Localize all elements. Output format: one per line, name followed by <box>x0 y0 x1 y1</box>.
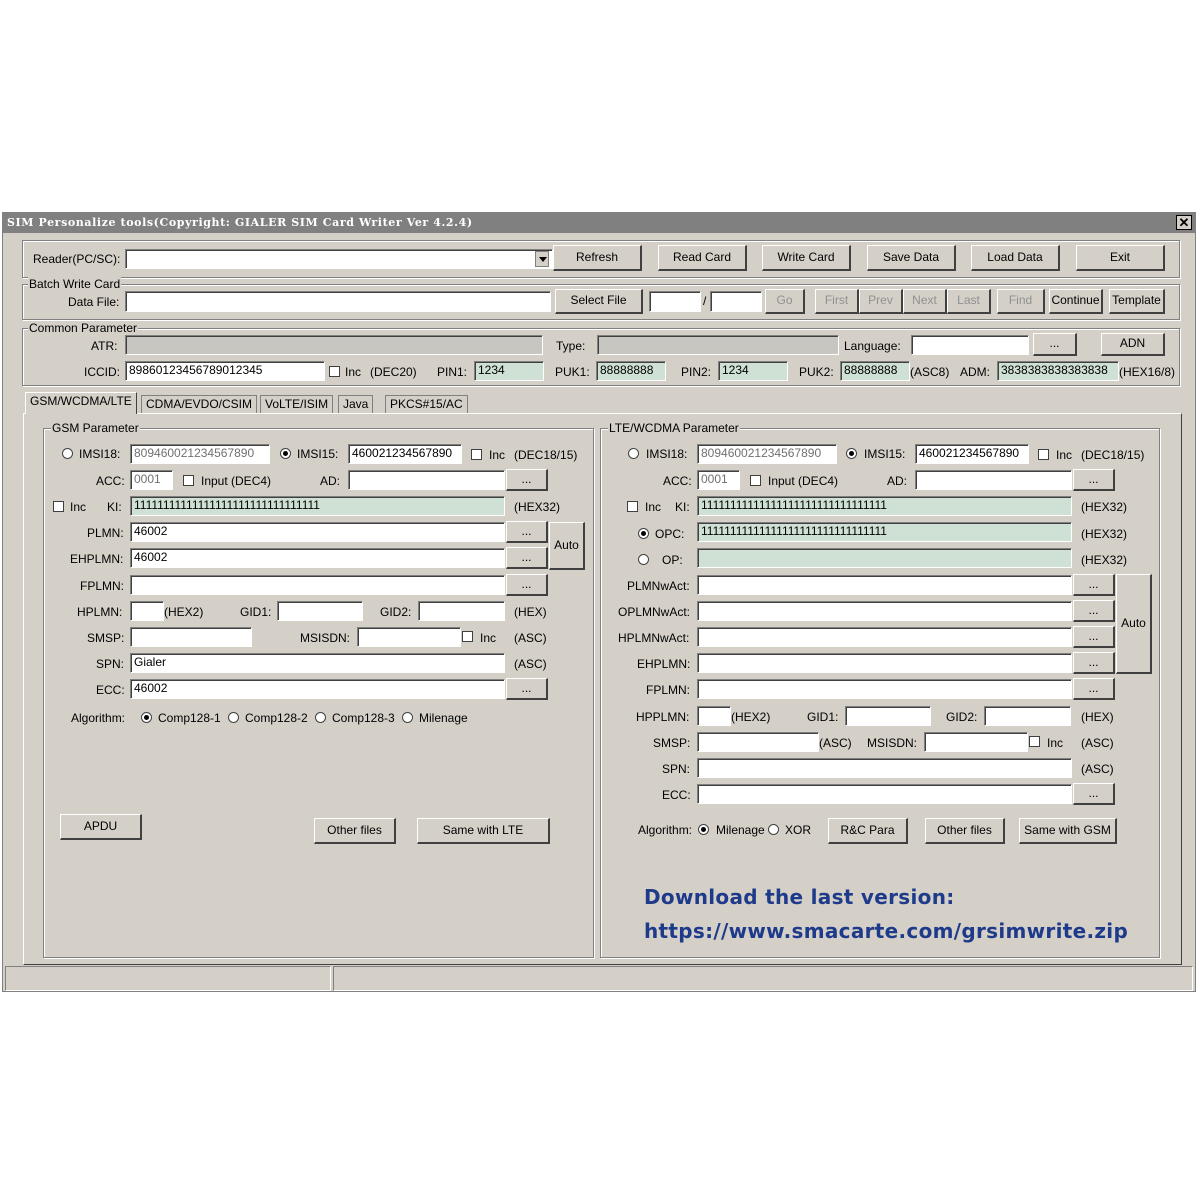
type-field <box>597 335 839 355</box>
gsm-algo-milenage-radio[interactable] <box>402 712 413 723</box>
gsm-dec1815-label: (DEC18/15) <box>514 448 578 462</box>
gsm-algo-comp128-3-label: Comp128-3 <box>332 711 395 725</box>
lte-msisdn-inc-checkbox[interactable] <box>1029 736 1040 747</box>
lte-imsi-inc-label: Inc <box>1056 448 1073 462</box>
gsm-algo-comp128-1-radio[interactable] <box>141 712 152 723</box>
dec20-label: (DEC20) <box>370 365 417 379</box>
puk1-label: PUK1: <box>555 365 590 379</box>
gsm-msisdn-input[interactable] <box>357 627 461 647</box>
lte-asc-label-2: (ASC) <box>1081 736 1114 750</box>
status-bar-left <box>5 966 331 991</box>
lte-ki-inc-label: Inc <box>645 500 662 514</box>
hex168-label: (HEX16/8) <box>1119 365 1176 379</box>
rc-para-button[interactable]: R&C Para <box>828 818 908 844</box>
main-window <box>2 212 1196 992</box>
gsm-ad-button[interactable]: ... <box>506 469 548 491</box>
gsm-smsp-label: SMSP: <box>87 631 125 645</box>
lte-fplmn-input[interactable] <box>697 679 1072 699</box>
gsm-ehplmn-label: EHPLMN: <box>70 552 124 566</box>
gsm-asc-label-1: (ASC) <box>514 631 547 645</box>
lte-ehplmn-label: EHPLMN: <box>637 657 691 671</box>
puk1-input[interactable]: 88888888 <box>596 361 666 381</box>
iccid-inc-label: Inc <box>345 365 362 379</box>
iccid-input[interactable]: 89860123456789012345 <box>125 361 325 381</box>
lte-hplmnwact-label: HPLMNwAct: <box>618 631 690 645</box>
pin2-input[interactable]: 1234 <box>718 361 788 381</box>
gsm-plmn-button[interactable]: ... <box>506 521 548 543</box>
lte-hex32-label-1: (HEX32) <box>1081 500 1128 514</box>
gsm-msisdn-inc-checkbox[interactable] <box>462 631 473 642</box>
iccid-inc-checkbox[interactable] <box>329 366 340 377</box>
lte-fplmn-label: FPLMN: <box>646 683 691 697</box>
language-input[interactable] <box>911 335 1029 355</box>
gsm-gid2-input[interactable] <box>418 601 505 621</box>
lte-algo-milenage-label: Milenage <box>716 823 765 837</box>
lte-hex32-label-2: (HEX32) <box>1081 527 1128 541</box>
gsm-ki-input[interactable]: 11111111111111111111111111111111 <box>130 496 505 516</box>
gsm-algo-comp128-2-radio[interactable] <box>228 712 239 723</box>
lte-gid1-input[interactable] <box>845 706 931 726</box>
gsm-fplmn-button[interactable]: ... <box>506 574 548 596</box>
gsm-imsi15-input[interactable]: 460021234567890 <box>348 444 462 464</box>
lte-ecc-input[interactable] <box>697 784 1072 804</box>
gsm-gid1-input[interactable] <box>277 601 363 621</box>
title-bar <box>3 213 1195 233</box>
gsm-ehplmn-button[interactable]: ... <box>506 547 548 569</box>
tab-gsm-wcdma-lte[interactable]: GSM/WCDMA/LTE <box>25 392 137 414</box>
reader-label: Reader(PC/SC): <box>33 252 121 266</box>
prev-button[interactable]: Prev <box>859 289 903 314</box>
lte-smsp-label: SMSP: <box>653 736 691 750</box>
tab-cdma-evdo-csim[interactable]: CDMA/EVDO/CSIM <box>141 395 257 413</box>
lte-acc-label: ACC: <box>663 474 692 488</box>
gsm-asc-label-2: (ASC) <box>514 657 547 671</box>
write-card-button[interactable]: Write Card <box>762 245 851 271</box>
lte-imsi18-input[interactable]: 809460021234567890 <box>697 444 837 464</box>
lte-ecc-label: ECC: <box>662 788 691 802</box>
lte-hplmnwact-input[interactable] <box>697 627 1072 647</box>
select-file-button[interactable]: Select File <box>555 289 643 314</box>
gsm-algorithm-label: Algorithm: <box>71 711 126 725</box>
gsm-ad-label: AD: <box>320 474 341 488</box>
gsm-fplmn-label: FPLMN: <box>80 579 125 593</box>
gsm-ki-inc-label: Inc <box>70 500 87 514</box>
lte-smsp-input[interactable] <box>697 732 819 752</box>
asc8-label: (ASC8) <box>910 365 950 379</box>
lte-imsi15-input[interactable]: 460021234567890 <box>915 444 1029 464</box>
lte-op-input[interactable] <box>697 548 1072 568</box>
lte-ad-label: AD: <box>887 474 908 488</box>
window-title: SIM Personalize tools(Copyright: GIALER SIM Card Writer Ver 4.2.4) <box>7 216 473 229</box>
lte-plmnwact-label: PLMNwAct: <box>627 579 690 593</box>
lte-imsi18-radio[interactable] <box>628 448 639 459</box>
lte-msisdn-label: MSISDN: <box>867 736 918 750</box>
gsm-ehplmn-input[interactable]: 46002 <box>130 548 505 568</box>
lte-hex2-label: (HEX2) <box>731 710 771 724</box>
gsm-hex2-label: (HEX2) <box>164 605 204 619</box>
lte-ecc-button[interactable]: ... <box>1073 783 1115 805</box>
gsm-input-dec4-label: Input (DEC4) <box>201 474 272 488</box>
lte-spn-input[interactable] <box>697 758 1072 778</box>
gsm-title: GSM Parameter <box>52 421 139 435</box>
same-with-gsm-button[interactable]: Same with GSM <box>1019 818 1117 844</box>
lte-ehplmn-input[interactable] <box>697 653 1072 673</box>
atr-label: ATR: <box>91 339 118 353</box>
language-button[interactable]: ... <box>1033 333 1077 356</box>
save-data-button[interactable]: Save Data <box>867 245 956 271</box>
common-title: Common Parameter <box>29 321 138 335</box>
gsm-algo-comp128-2-label: Comp128-2 <box>245 711 308 725</box>
status-bar-right <box>333 966 1193 991</box>
batch-title: Batch Write Card <box>29 277 121 291</box>
puk2-label: PUK2: <box>799 365 834 379</box>
gsm-ecc-button[interactable]: ... <box>506 678 548 700</box>
adn-button[interactable]: ADN <box>1101 333 1165 356</box>
lte-opc-input[interactable]: 11111111111111111111111111111111 <box>697 522 1072 542</box>
continue-button[interactable]: Continue <box>1049 289 1103 314</box>
lte-op-label: OP: <box>662 553 683 567</box>
lte-imsi18-label: IMSI18: <box>646 447 688 461</box>
lte-algo-xor-label: XOR <box>785 823 812 837</box>
read-card-button[interactable]: Read Card <box>658 245 747 271</box>
lte-algo-milenage-radio[interactable] <box>698 824 709 835</box>
reader-select[interactable] <box>125 249 553 269</box>
pin2-label: PIN2: <box>681 365 712 379</box>
lte-gid1-label: GID1: <box>807 710 839 724</box>
page-separator: / <box>703 294 707 308</box>
gsm-input-dec4-checkbox[interactable] <box>183 475 194 486</box>
find-button[interactable]: Find <box>997 289 1045 314</box>
gsm-other-files-button[interactable]: Other files <box>314 818 396 844</box>
tab-java[interactable]: Java <box>338 395 373 413</box>
gsm-gid1-label: GID1: <box>240 605 272 619</box>
gsm-algo-comp128-1-label: Comp128-1 <box>158 711 221 725</box>
lte-fplmn-button[interactable]: ... <box>1073 678 1115 700</box>
lte-ki-input[interactable]: 11111111111111111111111111111111 <box>697 496 1072 516</box>
download-url[interactable]: https://www.smacarte.com/grsimwrite.zip <box>644 919 1129 943</box>
lte-ki-inc-checkbox[interactable] <box>627 501 638 512</box>
lte-algo-xor-radio[interactable] <box>768 824 779 835</box>
gsm-hex-label: (HEX) <box>514 605 547 619</box>
gsm-spn-label: SPN: <box>96 657 125 671</box>
gsm-ecc-input[interactable]: 46002 <box>130 679 505 699</box>
lte-input-dec4-label: Input (DEC4) <box>768 474 839 488</box>
puk2-input[interactable]: 88888888 <box>840 361 910 381</box>
lte-acc-input[interactable]: 0001 <box>697 470 740 490</box>
gsm-gid2-label: GID2: <box>380 605 412 619</box>
refresh-button[interactable]: Refresh <box>553 245 642 271</box>
gsm-algo-milenage-label: Milenage <box>419 711 468 725</box>
gsm-imsi18-radio[interactable] <box>62 448 73 459</box>
gsm-acc-label: ACC: <box>96 474 125 488</box>
lte-asc-label-1: (ASC) <box>819 736 852 750</box>
lte-msisdn-inc-label: Inc <box>1047 736 1064 750</box>
exit-button[interactable]: Exit <box>1076 245 1165 271</box>
type-label: Type: <box>556 339 586 353</box>
lte-ki-label: KI: <box>675 500 690 514</box>
lte-msisdn-input[interactable] <box>924 732 1028 752</box>
lte-hplmnwact-button[interactable]: ... <box>1073 626 1115 648</box>
gsm-hplmn-input[interactable] <box>130 601 164 621</box>
gsm-imsi-inc-checkbox[interactable] <box>471 449 482 460</box>
gsm-imsi15-radio[interactable] <box>280 448 291 459</box>
go-button[interactable]: Go <box>765 289 805 314</box>
pin1-input[interactable]: 1234 <box>474 361 544 381</box>
apdu-button[interactable]: APDU <box>60 814 142 840</box>
lte-opc-radio[interactable] <box>638 528 649 539</box>
lte-opc-label: OPC: <box>655 527 685 541</box>
atr-field <box>125 335 543 355</box>
lte-oplmnwact-button[interactable]: ... <box>1073 600 1115 622</box>
gsm-spn-input[interactable]: Gialer <box>130 653 505 673</box>
iccid-label: ICCID: <box>84 365 120 379</box>
lte-ehplmn-button[interactable]: ... <box>1073 652 1115 674</box>
language-label: Language: <box>844 339 901 353</box>
lte-gid2-label: GID2: <box>946 710 978 724</box>
lte-imsi15-radio[interactable] <box>846 448 857 459</box>
gsm-acc-input[interactable]: 0001 <box>130 470 173 490</box>
lte-title: LTE/WCDMA Parameter <box>609 421 739 435</box>
template-button[interactable]: Template <box>1109 289 1165 314</box>
gsm-msisdn-label: MSISDN: <box>300 631 351 645</box>
lte-op-radio[interactable] <box>638 554 649 565</box>
gsm-auto-button[interactable]: Auto <box>549 522 585 570</box>
gsm-smsp-input[interactable] <box>130 627 252 647</box>
gsm-ki-label: KI: <box>107 500 122 514</box>
first-button[interactable]: First <box>815 289 859 314</box>
close-button[interactable]: ✕ <box>1176 215 1192 230</box>
page-total-input[interactable] <box>710 291 762 312</box>
gsm-hex32-label: (HEX32) <box>514 500 561 514</box>
load-data-button[interactable]: Load Data <box>971 245 1060 271</box>
gsm-imsi18-input[interactable]: 809460021234567890 <box>130 444 270 464</box>
gsm-ad-input[interactable] <box>348 470 505 490</box>
lte-hpplmn-label: HPPLMN: <box>636 710 690 724</box>
gsm-algo-comp128-3-radio[interactable] <box>315 712 326 723</box>
lte-oplmnwact-label: OPLMNwAct: <box>618 605 691 619</box>
datafile-input[interactable] <box>125 291 551 312</box>
gsm-hplmn-label: HPLMN: <box>77 605 123 619</box>
gsm-imsi18-label: IMSI18: <box>79 447 121 461</box>
gsm-plmn-label: PLMN: <box>87 526 124 540</box>
lte-plmnwact-button[interactable]: ... <box>1073 574 1115 596</box>
lte-plmnwact-input[interactable] <box>697 575 1072 595</box>
lte-imsi15-label: IMSI15: <box>864 447 906 461</box>
chevron-down-icon[interactable] <box>535 251 549 267</box>
adm-input[interactable]: 3838383838383838 <box>997 361 1119 381</box>
lte-dec1815-label: (DEC18/15) <box>1081 448 1145 462</box>
lte-ad-input[interactable] <box>915 470 1072 490</box>
gsm-fplmn-input[interactable] <box>130 575 505 595</box>
lte-hpplmn-input[interactable] <box>697 706 731 726</box>
next-button[interactable]: Next <box>903 289 947 314</box>
lte-hex32-label-3: (HEX32) <box>1081 553 1128 567</box>
lte-algorithm-label: Algorithm: <box>638 823 693 837</box>
gsm-plmn-input[interactable]: 46002 <box>130 522 505 542</box>
gsm-msisdn-inc-label: Inc <box>480 631 497 645</box>
same-with-lte-button[interactable]: Same with LTE <box>417 818 550 844</box>
lte-imsi-inc-checkbox[interactable] <box>1038 449 1049 460</box>
page-current-input[interactable] <box>649 291 701 312</box>
tab-volte-isim[interactable]: VoLTE/ISIM <box>260 395 333 413</box>
pin1-label: PIN1: <box>437 365 468 379</box>
lte-oplmnwact-input[interactable] <box>697 601 1072 621</box>
lte-spn-label: SPN: <box>662 762 691 776</box>
adm-label: ADM: <box>960 365 990 379</box>
lte-asc-label-3: (ASC) <box>1081 762 1114 776</box>
gsm-imsi15-label: IMSI15: <box>297 447 339 461</box>
gsm-ecc-label: ECC: <box>96 683 125 697</box>
lte-input-dec4-checkbox[interactable] <box>750 475 761 486</box>
lte-auto-button[interactable]: Auto <box>1116 574 1152 674</box>
gsm-ki-inc-checkbox[interactable] <box>53 501 64 512</box>
gsm-imsi-inc-label: Inc <box>489 448 506 462</box>
lte-gid2-input[interactable] <box>984 706 1071 726</box>
last-button[interactable]: Last <box>947 289 991 314</box>
lte-other-files-button[interactable]: Other files <box>925 818 1005 844</box>
download-heading: Download the last version: <box>644 885 955 909</box>
datafile-label: Data File: <box>68 295 120 309</box>
lte-hex-label: (HEX) <box>1081 710 1114 724</box>
lte-ad-button[interactable]: ... <box>1073 469 1115 491</box>
tab-pkcs15-ac[interactable]: PKCS#15/AC <box>385 395 468 413</box>
